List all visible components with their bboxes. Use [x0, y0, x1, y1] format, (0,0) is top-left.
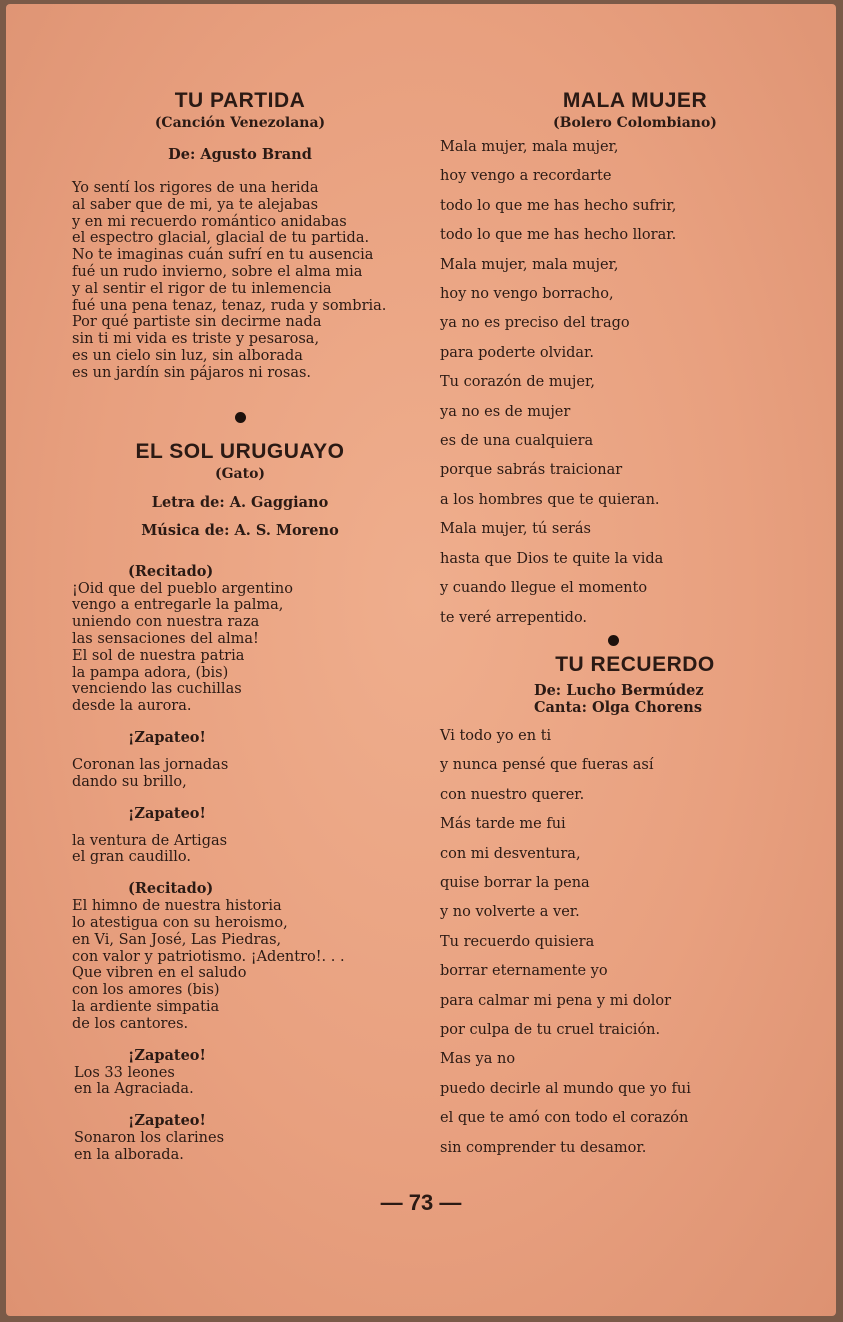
lyric-line: la ventura de Artigas [72, 832, 228, 849]
lyric-line: Yo sentí los rigores de una herida [72, 180, 319, 196]
lyrics-block [72, 180, 420, 382]
lyric-line: es de una cualquiera [440, 433, 594, 450]
song-title: EL SOL URUGUAYO [135, 439, 345, 463]
lyric-line: sin comprender tu desamor. [440, 1139, 647, 1156]
lyric-line: fué un rudo invierno, sobre el alma mia [72, 263, 363, 280]
song-subtitle: (Canción Venezolana) [154, 115, 326, 131]
lyric-line: te veré arrepentido. [440, 609, 588, 626]
songbook-page [6, 4, 836, 1316]
lyric-line: con los amores (bis) [72, 982, 220, 999]
lyric-line: Más tarde me fui [440, 816, 566, 833]
lyric-line: en la alborada. [74, 1146, 184, 1163]
song-credit-de: De: Lucho Bermúdez [534, 681, 704, 699]
lyric-line: y en mi recuerdo romántico anidabas [72, 213, 347, 230]
lyric-line: fué una pena tenaz, tenaz, ruda y sombria. [72, 297, 387, 314]
lyric-line: hasta que Dios te quite la vida [440, 550, 664, 567]
lyric-line: la ardiente simpatia [72, 998, 220, 1015]
lyrics-block [74, 1130, 420, 1164]
lyric-line: por culpa de tu cruel traición. [440, 1021, 661, 1038]
lyric-line: hoy vengo a recordarte [440, 168, 612, 185]
lyric-line: vengo a entregarle la palma, [72, 597, 284, 614]
lyrics-block [72, 581, 420, 715]
lyric-line: y cuando llegue el momento [440, 580, 648, 597]
right-column [440, 88, 770, 1163]
lyrics-block [72, 898, 420, 1032]
lyric-line: el que te amó con todo el corazón [440, 1110, 689, 1127]
lyric-line: el espectro glacial, glacial de tu partida. [72, 230, 370, 247]
lyric-line: la pampa adora, (bis) [72, 664, 229, 681]
lyric-line: porque sabrás traicionar [440, 462, 623, 479]
lyric-line: el gran caudillo. [72, 849, 192, 866]
section-label: ¡Zapateo! [128, 804, 206, 822]
lyric-line: y al sentir el rigor de tu inlemencia [72, 280, 332, 297]
lyric-line: ya no es de mujer [440, 403, 571, 420]
lyric-line: desde la aurora. [72, 698, 192, 715]
lyric-line: en Vi, San José, Las Piedras, [72, 931, 282, 948]
song-subtitle: (Bolero Colombiano) [553, 115, 717, 131]
lyric-line: y nunca pensé que fueras así [440, 757, 654, 774]
lyric-line: venciendo las cuchillas [72, 681, 242, 698]
song-title: TU RECUERDO [555, 652, 715, 676]
lyric-line: Mas ya no [440, 1051, 516, 1068]
song-credit-letra: Letra de: A. Gaggiano [151, 493, 329, 511]
lyric-line: todo lo que me has hecho sufrir, [440, 197, 677, 214]
lyric-line: El himno de nuestra historia [72, 898, 282, 915]
lyric-line: las sensaciones del alma! [72, 630, 259, 647]
lyric-line: Mala mujer, tú serás [440, 521, 591, 538]
lyrics-block [74, 1065, 420, 1099]
song-credit-musica: Música de: A. S. Moreno [141, 521, 339, 539]
section-label: ¡Zapateo! [128, 1046, 206, 1064]
lyric-line: dando su brillo, [72, 773, 187, 790]
song-mala-mujer [440, 88, 770, 633]
page-number: — 73 — [380, 1190, 462, 1215]
lyric-line: Tu recuerdo quisiera [440, 933, 595, 950]
lyric-line: con mi desventura, [440, 845, 581, 862]
section-label: (Recitado) [128, 880, 214, 898]
lyric-line: Por qué partiste sin decirme nada [72, 314, 322, 331]
lyric-line: El sol de nuestra patria [72, 647, 245, 664]
lyrics-block [72, 757, 420, 791]
section-label: ¡Zapateo! [128, 1112, 206, 1130]
lyric-line: hoy no vengo borracho, [440, 286, 614, 303]
song-tu-partida [60, 88, 420, 382]
lyric-line: Coronan las jornadas [72, 756, 229, 773]
section-divider-dot [608, 635, 619, 646]
lyric-line: uniendo con nuestra raza [72, 614, 260, 631]
lyric-line: borrar eternamente yo [440, 963, 608, 980]
section-divider-dot [235, 412, 246, 423]
lyric-line: lo atestigua con su heroismo, [72, 914, 288, 931]
lyric-line: ¡Oid que del pueblo argentino [72, 580, 293, 597]
section-label: ¡Zapateo! [128, 728, 206, 746]
lyric-line: No te imaginas cuán sufrí en tu ausencia [72, 247, 374, 264]
lyric-line: para poderte olvidar. [440, 344, 595, 361]
lyric-line: con nuestro querer. [440, 786, 585, 803]
lyric-line: Mala mujer, mala mujer, [440, 139, 619, 155]
section-label: (Recitado) [128, 562, 214, 580]
lyric-line: Que vibren en el saludo [72, 965, 247, 982]
lyric-line: es un cielo sin luz, sin alborada [72, 347, 303, 364]
lyric-line: sin ti mi vida es triste y pesarosa, [72, 331, 320, 348]
song-credit: De: Agusto Brand [168, 146, 312, 163]
lyrics-block [440, 133, 770, 633]
lyric-line: en la Agraciada. [74, 1081, 194, 1098]
lyric-line: quise borrar la pena [440, 874, 590, 891]
lyric-line: con valor y patriotismo. ¡Adentro!. . . [72, 948, 345, 965]
song-title: MALA MUJER [562, 89, 708, 112]
song-subtitle: (Gato) [214, 465, 266, 482]
lyric-line: todo lo que me has hecho llorar. [440, 227, 677, 244]
lyric-line: a los hombres que te quieran. [440, 491, 660, 508]
lyric-line: y no volverte a ver. [440, 904, 580, 921]
lyric-line: ya no es preciso del trago [440, 315, 630, 332]
lyric-line: Tu corazón de mujer, [440, 374, 595, 391]
lyric-line: puedo decirle al mundo que yo fui [440, 1080, 691, 1097]
lyric-line: es un jardín sin pájaros ni rosas. [72, 364, 312, 381]
lyric-line: de los cantores. [72, 1015, 189, 1032]
lyrics-block [72, 833, 420, 867]
song-el-sol-uruguayo [60, 439, 420, 1164]
lyric-line: al saber que de mi, ya te alejabas [72, 196, 319, 213]
song-title: TU PARTIDA [174, 89, 306, 112]
lyric-line: Los 33 leones [74, 1064, 175, 1081]
lyric-line: Sonaron los clarines [74, 1130, 225, 1147]
lyric-line: Vi todo yo en ti [440, 727, 552, 744]
song-credit-canta: Canta: Olga Chorens [534, 698, 703, 716]
left-column [60, 88, 420, 1164]
lyric-line: para calmar mi pena y mi dolor [440, 992, 672, 1009]
song-tu-recuerdo [440, 652, 770, 1163]
lyrics-block [440, 722, 770, 1163]
lyric-line: Mala mujer, mala mujer, [440, 256, 619, 273]
